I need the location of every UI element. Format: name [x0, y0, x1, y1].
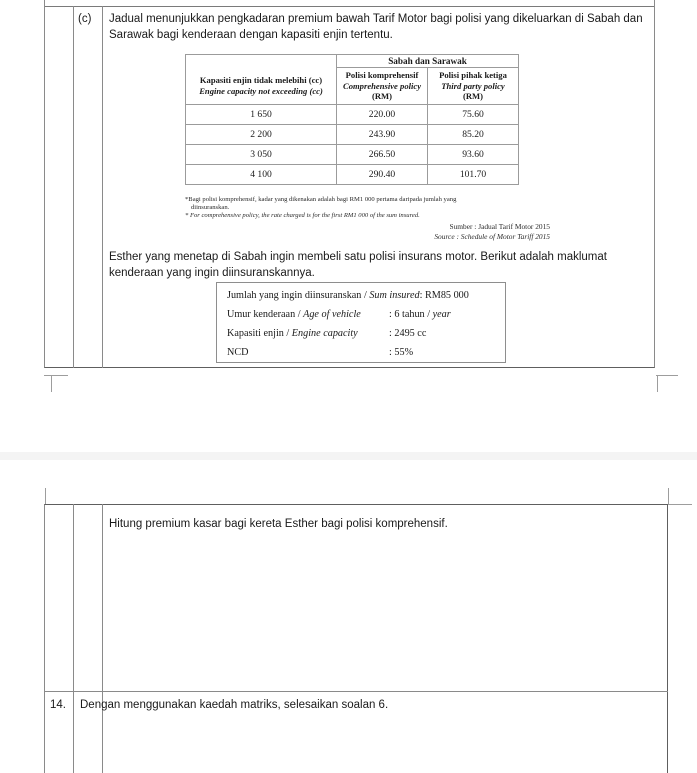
cell-capacity: 2 200 [186, 124, 337, 144]
cell-third-party: 93.60 [428, 144, 519, 164]
table-footnote [185, 196, 555, 221]
info-value [389, 305, 451, 324]
cell-comprehensive: 220.00 [337, 104, 428, 124]
question-14-text: Dengan menggunakan kaedah matriks, selesaikan soalan 6. [80, 699, 389, 711]
header-comprehensive-ms: Polisi komprehensif [345, 70, 419, 80]
table-row [186, 164, 519, 184]
vehicle-details-box [216, 282, 506, 363]
footnote-ms-line1: *Bagi polisi komprehensif, kadar yang dikenakan adalah bagi RM1 000 pertama daripada jumlah yang [185, 196, 457, 203]
cell-capacity: 1 650 [186, 104, 337, 124]
table-row [186, 124, 519, 144]
cell-third-party: 75.60 [428, 104, 519, 124]
cell-third-party: 85.20 [428, 124, 519, 144]
info-label-en: Engine capacity [291, 328, 358, 339]
info-value-en: year [432, 309, 451, 320]
header-cell-blank [186, 55, 337, 68]
info-label-ms: Umur kenderaan / [227, 309, 304, 320]
question-part-label: (c) [78, 13, 92, 25]
header-capacity-en: Engine capacity not exceeding (cc) [199, 85, 323, 96]
info-label-en: Sum insured [369, 290, 420, 301]
cell-comprehensive: 290.40 [337, 164, 428, 184]
question-number-14: 14. [50, 699, 66, 711]
info-row-ncd [217, 343, 505, 362]
table-row [186, 104, 519, 124]
header-cell-capacity [186, 68, 337, 105]
header-third-party-unit: (RM) [462, 91, 484, 101]
info-row-sum-insured [217, 286, 505, 305]
header-comprehensive-en: Comprehensive policy [342, 80, 422, 91]
cell-third-party: 101.70 [428, 164, 519, 184]
info-row-age-of-vehicle [217, 305, 505, 324]
footnote-ms-line2: diinsuranskan. [191, 204, 230, 212]
header-comprehensive-unit: (RM) [371, 91, 393, 101]
column-divider-3 [73, 504, 74, 773]
motor-tariff-rates-table [185, 54, 519, 185]
header-cell-third-party [428, 68, 519, 105]
column-divider-2 [102, 6, 103, 368]
info-label-en: Age of vehicle [303, 309, 361, 320]
cell-comprehensive: 243.90 [337, 124, 428, 144]
header-cell-region: Sabah dan Sarawak [337, 55, 519, 68]
source-ms: Sumber : Jadual Tarif Motor 2015 [449, 222, 550, 231]
footnote-en: * For comprehensive policy, the rate charged is for the first RM1 000 of the sum insured. [185, 212, 420, 220]
source-en: Source : Schedule of Motor Tariff 2015 [434, 231, 550, 241]
intro-paragraph: Jadual menunjukkan pengkadaran premium bawah Tarif Motor bagi polisi yang dikeluarkan di Sabah dan Sarawak bagi kenderaan dengan kapasiti enjin tertentu. [109, 13, 643, 41]
info-label-ms: Jumlah yang ingin diinsuranskan / [227, 290, 370, 301]
header-cell-comprehensive [337, 68, 428, 105]
column-divider-4 [102, 504, 103, 773]
header-capacity-ms: Kapasiti enjin tidak melebihi (cc) [199, 75, 323, 85]
table-header-main-row [186, 68, 519, 105]
info-value: : 55% [389, 347, 414, 358]
info-value-text: : 6 tahun / [389, 309, 433, 320]
header-third-party-en: Third party policy [441, 80, 505, 91]
cell-capacity: 3 050 [186, 144, 337, 164]
scenario-paragraph: Esther yang menetap di Sabah ingin membeli satu polisi insurans motor. Berikut adalah maklumat kenderaan yang ingin diinsuranskannya. [109, 251, 607, 279]
table-header-group-row [186, 55, 519, 68]
question-prompt: Hitung premium kasar bagi kereta Esther bagi polisi komprehensif. [109, 518, 448, 530]
source-attribution [300, 222, 550, 241]
info-value: : 2495 cc [389, 328, 427, 339]
cell-capacity: 4 100 [186, 164, 337, 184]
column-divider-1 [73, 6, 74, 368]
table-row [186, 144, 519, 164]
header-third-party-ms: Polisi pihak ketiga [439, 70, 507, 80]
page-gap-band [0, 452, 697, 460]
cell-comprehensive: 266.50 [337, 144, 428, 164]
info-row-engine-capacity [217, 324, 505, 343]
worksheet-section-bottom [44, 504, 668, 773]
info-value: : RM85 000 [419, 290, 469, 301]
info-label-ms: NCD [227, 347, 249, 358]
info-label-ms: Kapasiti enjin / [227, 328, 292, 339]
row-separator [44, 691, 668, 692]
